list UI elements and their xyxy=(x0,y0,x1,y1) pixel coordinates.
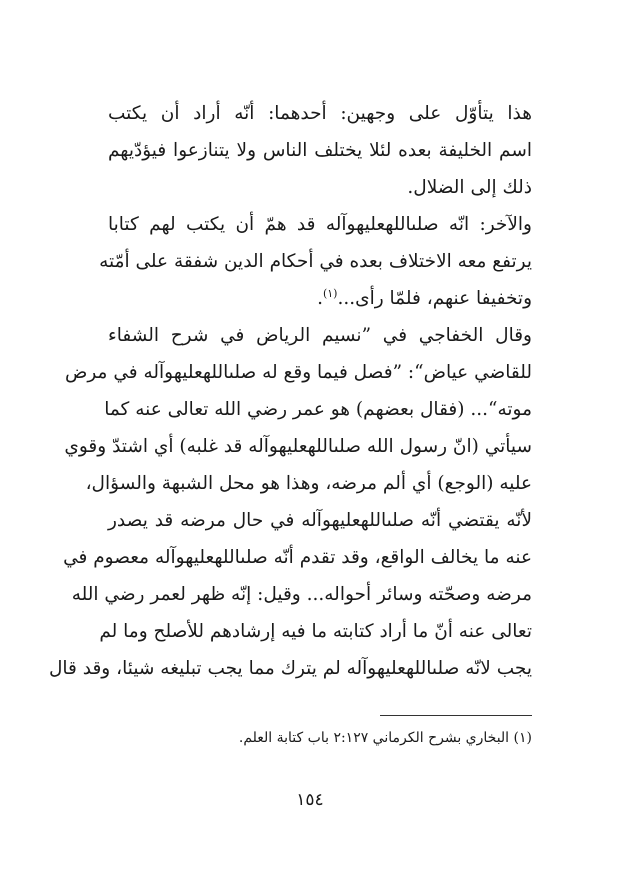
text-line: وقال الخفاجي في ”نسيم الرياض في شرح الشفاء xyxy=(108,325,532,346)
text-line: يجب لانّه صلىاللهعليهوآله لم يترك مما يجب تبليغه شيئا، وقد قال xyxy=(48,658,532,679)
footnote: (١) البخاري بشرح الكرماني ٢:١٢٧ باب كتابة العلم. xyxy=(238,730,532,746)
text-line: هذا يتأوّل على وجهين: أحدهما: أنّه أراد أن يكتب xyxy=(108,103,532,124)
text-line: لأنّه يقتضي أنّه صلىاللهعليهوآله في حال مرضه قد يصدر xyxy=(108,510,532,531)
footnote-divider xyxy=(380,715,532,716)
text-line: يرتفع معه الاختلاف بعده في أحكام الدين شفقة على أمّته xyxy=(99,251,532,272)
text-line: عنه ما يخالف الواقع، وقد تقدم أنّه صلىاللهعليهوآله معصوم في xyxy=(63,547,532,568)
text-line: ذلك إلى الضلال. xyxy=(407,177,532,198)
text-line: للقاضي عياض“: ”فصل فيما وقع له صلىاللهعليهوآله في مرض xyxy=(64,362,532,383)
text-line: والآخر: انّه صلىاللهعليهوآله قد همّ أن يكتب لهم كتابا xyxy=(108,214,532,235)
footnote-marker[interactable]: (١) xyxy=(322,286,338,300)
text-line: مرضه وصحّته وسائر أحواله... وقيل: إنّه ظهر لعمر رضي الله xyxy=(71,584,532,605)
text-line: سيأتي (انّ رسول الله صلىاللهعليهوآله قد غلبه) أي اشتدّ وقوي xyxy=(64,436,532,457)
text-segment: . xyxy=(317,288,323,309)
text-segment: وتخفيفا عنهم، فلمّا رأى... xyxy=(337,288,532,309)
text-line: موته“... (فقال بعضهم) هو عمر رضي الله تعالى عنه كما xyxy=(104,399,532,420)
text-line: اسم الخليفة بعده لئلا يختلف الناس ولا يتنازعوا فيؤدّيهم xyxy=(108,140,532,161)
text-line: تعالى عنه أنّ ما أراد كتابته ما فيه إرشادهم للأصلح وما لم xyxy=(99,621,532,642)
page-number: ١٥٤ xyxy=(296,790,324,810)
text-line-with-footnote xyxy=(108,280,532,317)
text-line: عليه (الوجع) أي ألم مرضه، وهذا هو محل الشبهة والسؤال، xyxy=(85,473,532,494)
main-text xyxy=(48,95,532,687)
